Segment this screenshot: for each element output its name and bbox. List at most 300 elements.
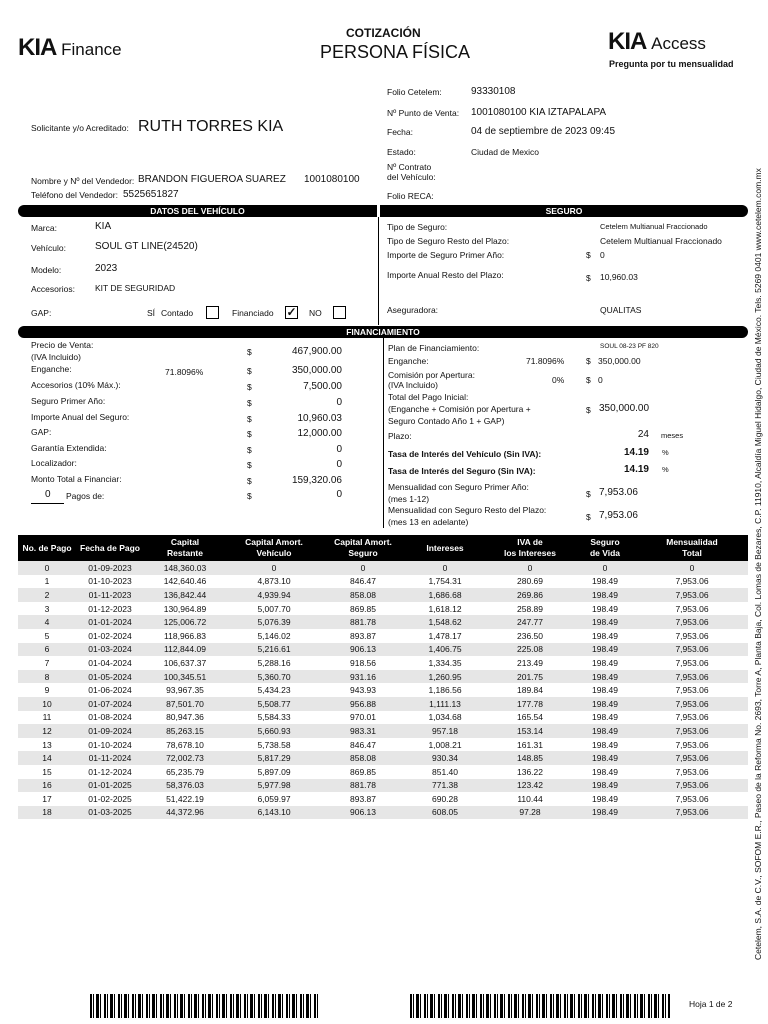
fin-left-value: 0 <box>336 397 342 408</box>
table-cell: 957.18 <box>432 725 458 736</box>
table-cell: 906.13 <box>350 807 376 818</box>
table-cell: 1,111.13 <box>429 698 461 709</box>
table-cell: 7,953.06 <box>675 753 709 764</box>
fecha-value: 04 de septiembre de 2023 09:45 <box>471 126 615 137</box>
table-cell: 01-09-2023 <box>88 562 132 573</box>
table-cell: 10 <box>42 698 52 709</box>
table-cell: 7,953.06 <box>675 644 709 655</box>
table-cell: 7,953.06 <box>675 793 709 804</box>
telefono-label: Teléfono del Vendedor: <box>31 190 118 200</box>
currency-symbol: $ <box>586 375 591 385</box>
table-cell: 7,953.06 <box>675 671 709 682</box>
company-address-side-text: Cetelem, S.A. de C.V., SOFOM E.R., Paseo de la Reforma No. 2693, Torre A, Planta Baja, Col. Lomas de Bezares, C.P. 11910, Alcaldía Miguel Hidalgo, Ciudad de México. Tels. 5269 0401 www.cetelem.com.mx <box>753 168 763 960</box>
gap-no-checkbox[interactable] <box>333 306 346 319</box>
column-header-line: Seguro <box>590 537 620 547</box>
solicitante-value: RUTH TORRES KIA <box>138 118 284 135</box>
table-row <box>18 711 748 725</box>
table-cell: 1,618.12 <box>428 603 462 614</box>
fin-left-label: Monto Total a Financiar: <box>31 474 122 484</box>
table-cell: 9 <box>44 685 50 696</box>
table-cell: 112,844.09 <box>164 644 206 655</box>
table-cell: 198.49 <box>592 630 618 641</box>
table-cell: 5,076.39 <box>257 617 291 628</box>
table-cell: 225.08 <box>517 644 543 655</box>
table-cell: 1,478.17 <box>428 630 462 641</box>
mensualidad1-value: 7,953.06 <box>599 487 638 498</box>
table-row <box>18 656 748 670</box>
table-cell: 01-09-2024 <box>88 725 132 736</box>
table-cell: 7,953.06 <box>675 589 709 600</box>
vendedor-num: 1001080100 <box>304 174 360 185</box>
fin-left-value: 0 <box>336 444 342 455</box>
table-cell: 771.38 <box>432 780 458 791</box>
table-cell: 01-01-2025 <box>88 780 132 791</box>
logo-word-finance: Finance <box>61 40 122 59</box>
barcode-left <box>90 994 320 1018</box>
table-cell: 18 <box>42 807 52 818</box>
table-cell: 258.89 <box>517 603 543 614</box>
kia-access-logo <box>608 28 706 56</box>
enganche-pct: 71.8096% <box>526 356 565 366</box>
table-cell: 01-08-2024 <box>88 712 132 723</box>
currency-symbol: $ <box>586 273 591 283</box>
table-cell: 1,260.95 <box>428 671 462 682</box>
table-cell: 8 <box>44 671 50 682</box>
importe-primer-label: Importe de Seguro Primer Año: <box>387 250 505 260</box>
table-cell: 893.87 <box>350 793 376 804</box>
currency-symbol: $ <box>247 347 252 357</box>
table-cell: 1,754.31 <box>428 576 462 587</box>
table-cell: 198.49 <box>592 725 618 736</box>
table-cell: 198.49 <box>592 766 618 777</box>
table-cell: 213.49 <box>517 657 543 668</box>
plazo-value: 24 <box>637 429 649 440</box>
table-cell: 01-10-2024 <box>88 739 132 750</box>
table-cell: 1,548.62 <box>428 617 462 628</box>
table-cell: 15 <box>42 766 52 777</box>
table-cell: 198.49 <box>592 807 618 818</box>
plan-value: SOUL 08-23 PF 820 <box>600 343 659 350</box>
table-cell: 161.31 <box>517 739 543 750</box>
table-cell: 17 <box>42 793 52 804</box>
table-cell: 01-02-2024 <box>88 630 132 641</box>
table-cell: 5,977.98 <box>257 780 291 791</box>
table-cell: 12 <box>42 725 52 736</box>
table-cell: 16 <box>42 780 52 791</box>
table-cell: 1,406.75 <box>428 644 462 655</box>
table-cell: 5 <box>44 630 50 641</box>
table-cell: 189.84 <box>517 685 543 696</box>
doc-title-1: COTIZACIÓN <box>346 26 421 40</box>
table-cell: 5,660.93 <box>257 725 291 736</box>
currency-symbol: $ <box>247 398 252 408</box>
table-cell: 0 <box>527 562 533 573</box>
column-header <box>226 535 322 561</box>
enganche-value: 350,000.00 <box>598 356 641 366</box>
table-cell: 869.85 <box>350 603 376 614</box>
table-cell: 198.49 <box>592 698 618 709</box>
aseguradora-label: Aseguradora: <box>387 305 439 315</box>
table-row <box>18 643 748 657</box>
table-row <box>18 629 748 643</box>
importe-anual-label: Importe Anual Resto del Plazo: <box>387 270 504 280</box>
column-header-line: Restante <box>167 548 203 558</box>
table-cell: 906.13 <box>350 644 376 655</box>
table-cell: 130,964.89 <box>163 603 207 614</box>
telefono-value: 5525651827 <box>123 189 179 200</box>
table-cell: 7,953.06 <box>675 630 709 641</box>
table-cell: 0 <box>360 562 366 573</box>
table-row <box>18 683 748 697</box>
table-cell: 78,678.10 <box>166 739 204 750</box>
tasa-seguro-value: 14.19 <box>623 464 649 475</box>
table-cell: 198.49 <box>592 603 618 614</box>
table-cell: 01-02-2025 <box>88 793 132 804</box>
table-cell: 65,235.79 <box>166 766 204 777</box>
table-cell: 1 <box>44 576 50 587</box>
table-cell: 918.56 <box>350 657 376 668</box>
table-cell: 198.49 <box>592 671 618 682</box>
vendedor-label: Nombre y Nº del Vendedor: <box>31 176 135 186</box>
fin-left-label: Enganche: <box>31 364 72 374</box>
table-cell: 6 <box>44 644 50 655</box>
column-header-line: IVA de <box>517 537 543 547</box>
fin-left-value: 350,000.00 <box>291 365 342 376</box>
currency-symbol: $ <box>586 356 591 366</box>
table-cell: 198.49 <box>592 739 618 750</box>
column-header <box>574 535 636 561</box>
comision-label-1: Comisión por Apertura: <box>388 370 475 380</box>
table-cell: 177.78 <box>517 698 543 709</box>
table-cell: 01-04-2024 <box>88 657 132 668</box>
table-cell: 280.69 <box>517 576 543 587</box>
currency-symbol: $ <box>247 414 252 424</box>
pagos-label: Pagos de: <box>66 491 105 501</box>
currency-symbol: $ <box>247 460 252 470</box>
table-cell: 198.49 <box>592 576 618 587</box>
vendedor-value: BRANDON FIGUEROA SUAREZ <box>138 174 286 185</box>
accesorios-value: KIT DE SEGURIDAD <box>95 283 176 293</box>
currency-symbol: $ <box>247 382 252 392</box>
table-cell: 125,006.72 <box>163 617 207 628</box>
table-cell: 846.47 <box>350 739 376 750</box>
table-cell: 4,873.10 <box>257 576 291 587</box>
punto-value: 1001080100 KIA IZTAPALAPA <box>471 107 607 118</box>
table-cell: 100,345.51 <box>163 671 207 682</box>
plazo-label: Plazo: <box>388 431 412 441</box>
marca-value: KIA <box>95 221 112 232</box>
table-cell: 970.01 <box>350 712 376 723</box>
total-label-2: (Enganche + Comisión por Apertura + <box>388 404 531 414</box>
column-header-line: de Vida <box>589 548 621 558</box>
table-cell: 93,967.35 <box>166 685 204 696</box>
table-row <box>18 724 748 738</box>
table-cell: 7,953.06 <box>675 807 709 818</box>
gap-financiado-label: Financiado <box>232 308 274 318</box>
fin-left-value: 12,000.00 <box>297 428 342 439</box>
column-header <box>76 535 144 561</box>
table-cell: 5,897.09 <box>257 766 291 777</box>
table-cell: 931.16 <box>350 671 376 682</box>
table-row <box>18 697 748 711</box>
table-cell: 4,939.94 <box>257 589 291 600</box>
table-cell: 5,216.61 <box>257 644 291 655</box>
table-cell: 5,007.70 <box>257 603 291 614</box>
currency-symbol: $ <box>247 429 252 439</box>
fin-left-label: Localizador: <box>31 458 77 468</box>
table-cell: 58,376.03 <box>166 780 204 791</box>
page-number: Hoja 1 de 2 <box>689 999 733 1009</box>
logo-word-access: Access <box>651 34 706 53</box>
table-cell: 198.49 <box>592 780 618 791</box>
table-cell: 0 <box>442 562 448 573</box>
table-cell: 1,008.21 <box>428 739 462 750</box>
currency-symbol: $ <box>586 512 591 522</box>
table-row <box>18 670 748 684</box>
mensualidad2-label-1: Mensualidad con Seguro Resto del Plazo: <box>388 505 547 515</box>
fin-left-label: Seguro Primer Año: <box>31 396 106 406</box>
table-cell: 142,640.46 <box>163 576 207 587</box>
table-cell: 0 <box>602 562 608 573</box>
table-cell: 6,059.97 <box>257 793 291 804</box>
table-cell: 11 <box>42 712 52 723</box>
table-cell: 118,966.83 <box>164 630 206 641</box>
folio-value: 93330108 <box>471 86 516 97</box>
importe-anual-value: 10,960.03 <box>600 272 638 282</box>
table-cell: 6,143.10 <box>257 807 291 818</box>
fin-left-value: 159,320.06 <box>291 475 342 486</box>
table-cell: 851.40 <box>432 766 458 777</box>
tasa-seguro-unit: % <box>662 465 669 474</box>
fin-left-value: 10,960.03 <box>297 413 342 424</box>
table-cell: 01-07-2024 <box>88 698 132 709</box>
column-header <box>144 535 226 561</box>
table-row <box>18 588 748 602</box>
section-bar-seguro: SEGURO <box>380 205 748 217</box>
table-cell: 0 <box>271 562 277 573</box>
table-cell: 858.08 <box>350 753 376 764</box>
table-cell: 1,186.56 <box>428 685 462 696</box>
tipo-resto-value: Cetelem Multianual Fraccionado <box>600 236 722 246</box>
table-cell: 198.49 <box>592 644 618 655</box>
table-cell: 01-06-2024 <box>88 685 132 696</box>
section-bar-vehiculo: DATOS DEL VEHÍCULO <box>18 205 377 217</box>
column-header <box>18 535 76 561</box>
column-header-line: Vehículo <box>256 548 292 558</box>
table-cell: 930.34 <box>432 753 458 764</box>
table-cell: 198.49 <box>592 753 618 764</box>
table-cell: 881.78 <box>350 780 376 791</box>
marca-label: Marca: <box>31 223 57 233</box>
fin-left-label: Garantía Extendida: <box>31 443 107 453</box>
table-cell: 01-05-2024 <box>88 671 132 682</box>
table-cell: 198.49 <box>592 657 618 668</box>
table-cell: 148.85 <box>517 753 543 764</box>
table-cell: 7,953.06 <box>675 685 709 696</box>
column-header-line: No. de Pago <box>22 542 72 553</box>
tasa-vehiculo-value: 14.19 <box>623 447 649 458</box>
section-divider <box>378 217 379 325</box>
table-cell: 943.93 <box>350 685 376 696</box>
table-cell: 0 <box>689 562 695 573</box>
column-header-line: Fecha de Pago <box>80 542 140 553</box>
fecha-label: Fecha: <box>387 127 413 137</box>
table-cell: 201.75 <box>517 671 543 682</box>
plazo-unit: meses <box>661 431 684 440</box>
table-row <box>18 561 748 575</box>
modelo-label: Modelo: <box>31 265 62 275</box>
fin-left-value: 467,900.00 <box>291 346 342 357</box>
table-row <box>18 602 748 616</box>
modelo-value: 2023 <box>95 263 118 274</box>
table-cell: 7 <box>44 657 50 668</box>
column-header <box>322 535 404 561</box>
table-row <box>18 751 748 765</box>
table-cell: 198.49 <box>592 617 618 628</box>
table-cell: 01-03-2024 <box>88 644 132 655</box>
column-header <box>636 535 748 561</box>
table-row <box>18 806 748 820</box>
currency-symbol: $ <box>586 250 591 260</box>
table-cell: 14 <box>42 753 52 764</box>
table-cell: 198.49 <box>592 685 618 696</box>
table-cell: 5,434.23 <box>257 685 291 696</box>
aseguradora-value: QUALITAS <box>600 305 642 315</box>
table-cell: 858.08 <box>350 589 376 600</box>
table-row <box>18 615 748 629</box>
solicitante-label: Solicitante y/o Acreditado: <box>31 123 129 133</box>
kia-finance-logo <box>18 34 122 62</box>
table-cell: 5,146.02 <box>257 630 291 641</box>
table-cell: 136.22 <box>517 766 543 777</box>
fin-left-label: GAP: <box>31 427 52 437</box>
contrato-label-1: Nº Contrato <box>387 162 432 172</box>
table-cell: 7,953.06 <box>675 657 709 668</box>
table-cell: 690.28 <box>432 793 458 804</box>
table-cell: 1,334.35 <box>428 657 462 668</box>
table-cell: 5,288.16 <box>257 657 291 668</box>
comision-value: 0 <box>598 375 603 385</box>
table-cell: 51,422.19 <box>166 793 204 804</box>
table-row <box>18 575 748 589</box>
table-cell: 80,947.36 <box>166 712 204 723</box>
table-cell: 7,953.06 <box>675 617 709 628</box>
table-row <box>18 792 748 806</box>
gap-financiado-checkbox[interactable] <box>285 306 298 319</box>
table-cell: 3 <box>44 603 50 614</box>
total-label-3: Seguro Contado Año 1 + GAP) <box>388 416 505 426</box>
gap-label: GAP: <box>31 308 52 318</box>
table-cell: 7,953.06 <box>675 766 709 777</box>
table-cell: 7,953.06 <box>675 739 709 750</box>
table-cell: 87,501.70 <box>166 698 204 709</box>
table-cell: 165.54 <box>517 712 543 723</box>
mensualidad1-label-2: (mes 1-12) <box>388 494 430 504</box>
tipo-seguro-value: Cetelem Multianual Fraccionado <box>600 222 708 231</box>
table-cell: 4 <box>44 617 50 628</box>
amortization-table <box>18 535 748 819</box>
importe-primer-value: 0 <box>600 250 605 260</box>
mensualidad2-value: 7,953.06 <box>599 510 638 521</box>
table-cell: 893.87 <box>350 630 376 641</box>
table-cell: 983.31 <box>350 725 376 736</box>
enganche-label: Enganche: <box>388 356 429 366</box>
mensualidad1-label-1: Mensualidad con Seguro Primer Año: <box>388 482 529 492</box>
table-cell: 7,953.06 <box>675 712 709 723</box>
table-cell: 97.28 <box>519 807 541 818</box>
barcode-right <box>410 994 670 1018</box>
tasa-vehiculo-unit: % <box>662 448 669 457</box>
column-header-line: Capital Amort. <box>334 537 392 547</box>
table-row <box>18 779 748 793</box>
column-header <box>404 535 486 561</box>
column-header-line: Mensualidad <box>666 537 718 547</box>
tipo-seguro-label: Tipo de Seguro: <box>387 222 448 232</box>
currency-symbol: $ <box>247 491 252 501</box>
estado-label: Estado: <box>387 147 416 157</box>
table-cell: 1,686.68 <box>428 589 462 600</box>
tipo-resto-label: Tipo de Seguro Resto del Plazo: <box>387 236 510 246</box>
column-header-line: Seguro <box>348 548 378 558</box>
column-header <box>486 535 574 561</box>
doc-title-2: PERSONA FÍSICA <box>320 42 471 62</box>
estado-value: Ciudad de Mexico <box>471 147 540 157</box>
vehiculo-value: SOUL GT LINE(24520) <box>95 241 198 252</box>
fin-left-label-2: (IVA Incluido) <box>31 352 81 362</box>
column-header-line: Intereses <box>426 542 464 553</box>
fin-left-label: Precio de Venta: <box>31 340 94 350</box>
table-cell: 5,360.70 <box>257 671 291 682</box>
table-cell: 123.42 <box>517 780 543 791</box>
check-icon: ✓ <box>286 305 297 319</box>
gap-contado-checkbox[interactable] <box>206 306 219 319</box>
plan-label: Plan de Financiamiento: <box>388 343 480 353</box>
table-cell: 148,360.03 <box>163 562 207 573</box>
table-cell: 5,508.77 <box>257 698 291 709</box>
table-cell: 7,953.06 <box>675 725 709 736</box>
fin-left-value: 0 <box>336 459 342 470</box>
gap-contado-label: Contado <box>161 308 194 318</box>
pagos-underline <box>31 503 64 504</box>
table-cell: 1,034.68 <box>428 712 462 723</box>
kia-logo-mark: KIA <box>608 28 646 55</box>
table-cell: 13 <box>42 739 52 750</box>
table-row <box>18 738 748 752</box>
table-cell: 608.05 <box>432 807 458 818</box>
total-label-1: Total del Pago Inicial: <box>388 392 469 402</box>
mensualidad2-label-2: (mes 13 en adelante) <box>388 517 469 527</box>
table-cell: 153.14 <box>517 725 543 736</box>
table-cell: 85,263.15 <box>166 725 204 736</box>
table-cell: 881.78 <box>350 617 376 628</box>
vehiculo-label: Vehículo: <box>31 243 66 253</box>
table-cell: 869.85 <box>350 766 376 777</box>
folio-label: Folio Cetelem: <box>387 87 442 97</box>
table-cell: 72,002.73 <box>166 753 204 764</box>
table-row <box>18 765 748 779</box>
section-bar-financiamiento: FINANCIAMIENTO <box>18 326 748 338</box>
table-cell: 106,637.37 <box>163 657 207 668</box>
tasa-seguro-label: Tasa de Interés del Seguro (Sin IVA): <box>388 466 536 476</box>
accesorios-label: Accesorios: <box>31 284 75 294</box>
kia-logo-mark: KIA <box>18 34 56 61</box>
section-divider <box>383 338 384 528</box>
table-cell: 01-12-2024 <box>88 766 132 777</box>
pagos-amount: 0 <box>336 489 342 500</box>
table-cell: 7,953.06 <box>675 698 709 709</box>
fin-left-value: 7,500.00 <box>303 381 342 392</box>
table-cell: 247.77 <box>517 617 543 628</box>
